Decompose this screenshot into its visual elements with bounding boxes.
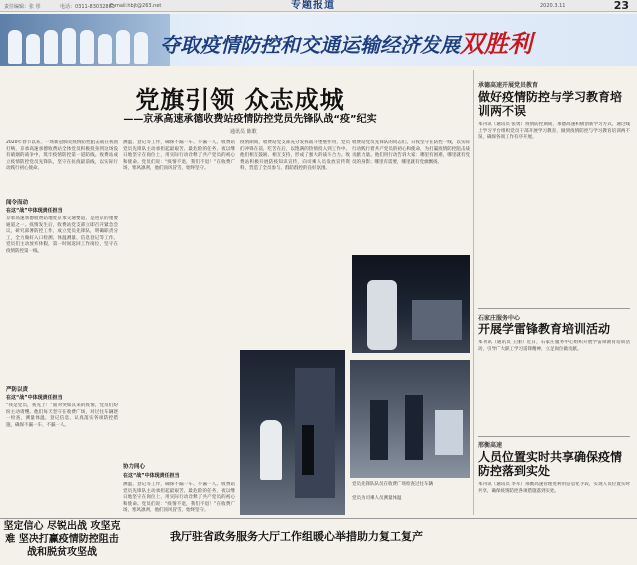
email-label: E-mail:hbjt@263.net <box>110 3 162 9</box>
section2-text: “我是党员，我先上！”面对突如其来的疫情，党员们纷纷主动请缨。他们每天坚守在收费广场，对过往车辆逐一检查，测量体温，登记信息，认真落实各项防控措施，确保不漏一车、不漏一人。 <box>6 403 118 428</box>
column2-tail: 测温、登记等工作，确保不漏一车、不漏一人。收费站党员先锋队主动承担起最艰苦、最危险的任务，夜以继日地坚守在岗位上，用实际行动诠释了共产党员的初心和使命。党员们说：“疫情不退，我们不退！”在收费广场，寒风凛冽，他们顶风冒雪，始终坚守。 <box>123 482 235 513</box>
page-number: 23 <box>613 0 629 12</box>
story-divider <box>478 308 630 309</box>
bottom-center-headline: 我厅驻省政务服务大厅工作组暖心举措助力复工复产 <box>170 530 423 543</box>
story1-kicker: 承德高速开展党员教育 <box>478 82 539 89</box>
banner-slogan <box>160 24 532 59</box>
photo-caption-2: 党员为司乘人员测量体温 <box>352 496 402 501</box>
story3-title: 人员位置实时共享确保疫情防控落到实处 <box>478 450 623 478</box>
worker-figure <box>260 420 282 480</box>
photo-vehicle-check <box>352 255 470 353</box>
column3-text: 疫情期间，收费站党支部充分发挥战斗堡垒作用，党员们冲锋在前，吃苦在后，以饱满的热情投入到工作中。他们相互鼓励、相互支持，形成了强大的战斗合力。收费站积极开展防疫知识宣传，向司乘人员发放宣传资料，营造了全员参与、群防群控的良好氛围。 <box>240 140 350 171</box>
photo-caption: 党员先锋队队员在收费广场检查过往车辆 <box>352 482 433 487</box>
photo-temperature-check <box>350 360 470 478</box>
story2-title: 开展学雷锋教育培训活动 <box>478 322 611 336</box>
vehicle-shape <box>435 410 463 455</box>
issue-date: 2020.3.11 <box>540 3 566 9</box>
slogan-banner <box>0 14 637 66</box>
article-intro: 2020年春节以来，一场新冠肺炎疫情防控阻击战在我国打响，京承高速承德收费站全体党员积极投身到这场没有硝烟的战争中，筑牢疫情防控第一道防线。收费站成立疫情防控党员先锋队，坚守在抗疫最前线，以实际行动践行初心使命。 <box>6 140 118 171</box>
worker-figure <box>367 280 397 350</box>
bottom-rule <box>0 518 637 519</box>
article-byline: 通讯员 陈歌 <box>230 129 257 135</box>
section2-lead: 在这“战”中体现责任担当 <box>6 395 63 401</box>
section1-lead: 在这“战”中体现责任担当 <box>6 208 63 214</box>
worker-figure <box>370 400 388 460</box>
slogan-main: 夺取疫情防控和交通运输经济发展 <box>160 33 460 57</box>
story3-text: 本刊讯（通讯员 李军）邢衡高速管理处利用信息化手段，实现人员位置实时共享，确保疫情防控各项措施落到实处。 <box>478 482 630 494</box>
bottom-left-headline: 坚定信心 尽锐出战 攻坚克难 坚决打赢疫情防控阻击战和脱贫攻坚战 <box>3 521 121 558</box>
column-divider <box>473 70 474 515</box>
story2-kicker: 石家庄服务中心 <box>478 315 521 322</box>
column2-text: 测温、登记等工作，确保不漏一车、不漏一人。收费站党员先锋队主动承担起最艰苦、最危险的任务，夜以继日地坚守在岗位上，用实际行动诠释了共产党员的初心和使命。党员们说：“疫情不退，我们不退！”在收费广场，寒风凛冽，他们顶风冒雪，始终坚守。 <box>123 140 235 171</box>
section3-lead: 在这“战”中体现责任担当 <box>123 473 180 479</box>
story-divider <box>478 436 630 437</box>
section1-text: 京承高速承德收费站地处京承交通要道，是进京的重要通道之一。疫情发生后，收费站党支部立即召开紧急会议，研究部署防控工作，成立党员先锋队，明确职责分工，全力做好入口检测、体温测量、信息登记等工作。党员们主动放弃休假，第一时间返回工作岗位，坚守在疫情防控第一线。 <box>6 216 118 254</box>
story1-title: 做好疫情防控与学习教育培训两不误 <box>478 90 623 118</box>
article-headline: 党旗引领 众志成城 <box>135 85 345 114</box>
section1-title: 闻令而动 <box>6 200 29 206</box>
section2-title: 严防以责 <box>6 387 29 393</box>
story1-text: 本刊讯（通讯员 张勇）疫情防控期间，承德高速积极创新学习方式，通过线上学习平台组织党员干部开展学习教育，做到疫情防控与学习教育培训两不误，确保各项工作有序开展。 <box>478 122 630 140</box>
vehicle-shape <box>412 300 462 340</box>
story3-kicker: 邢衡高速 <box>478 442 503 449</box>
banner-image <box>0 14 170 66</box>
barrier-shape <box>295 368 335 498</box>
section-tag: 专题报道 <box>291 0 335 11</box>
worker-figure <box>405 395 423 460</box>
slogan-red: 双胜利 <box>460 30 532 58</box>
phone-label: 电话：0311-83032863 <box>60 4 115 10</box>
column4-text: 收费站党员先锋队的同志们，日夜坚守在防控一线，以实际行动践行着共产党员的初心和使命，为打赢疫情防控阻击战贡献力量。他们用行动告诉大家：哪里有困难，哪里就有党员的身影；哪里有需要，哪里就有党旗飘扬。 <box>352 140 470 165</box>
section3-title: 协力同心 <box>123 464 146 470</box>
article-subhead: ——京承高速承德收费站疫情防控党员先锋队战“疫”纪实 <box>123 114 377 125</box>
editor-label: 责任编辑：张 彤 <box>4 4 41 10</box>
worker-figure-dark <box>302 425 314 475</box>
photo-nighttime-check <box>240 350 345 515</box>
story2-text: 本刊讯（通讯员 王丽）近日，石家庄服务中心组织开展学雷锋教育培训活动，引导广大职工学习雷锋精神，立足岗位做贡献。 <box>478 340 630 352</box>
